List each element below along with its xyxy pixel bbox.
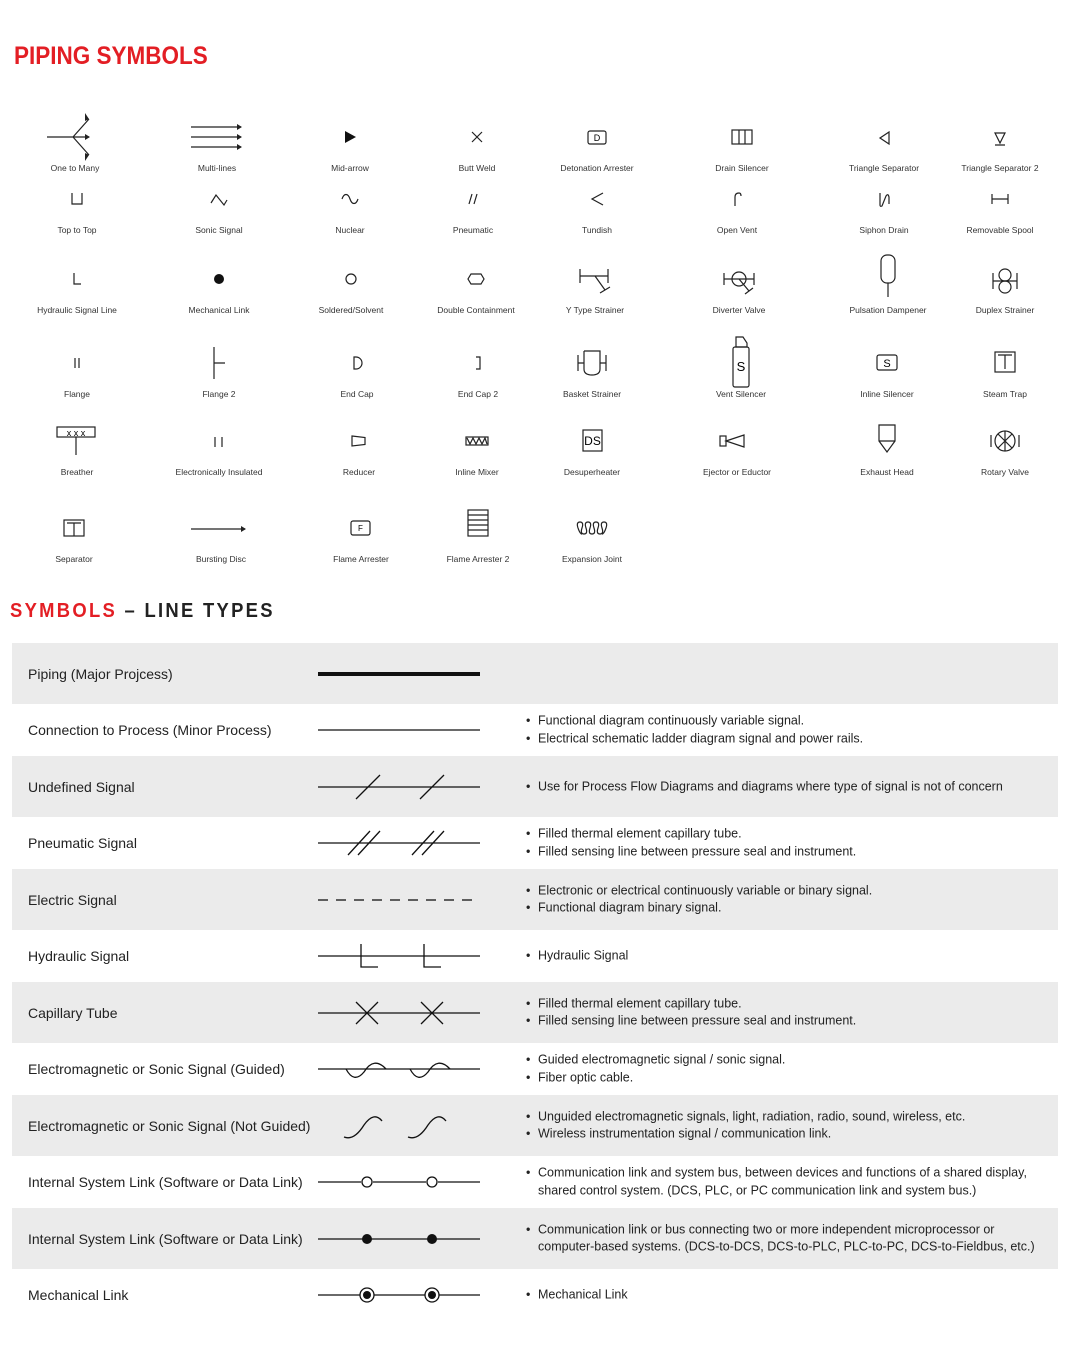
mid-arrow-icon: [320, 107, 380, 167]
svg-text:x x x: x x x: [66, 428, 86, 438]
line-type-row: [12, 817, 1058, 869]
removable-spool-icon: [970, 169, 1030, 229]
line-type-description: [526, 713, 1046, 748]
symbol-label: Y Type Strainer: [565, 305, 625, 315]
symbol-label: Soldered/Solvent: [318, 305, 384, 315]
description-item: • Filled thermal element capillary tube.: [526, 826, 1046, 844]
detonation-arrester-icon: [567, 107, 627, 167]
section-title-line-types: [10, 600, 275, 623]
symbol-label: Flame Arrester: [333, 554, 389, 564]
line-type-description: [526, 1052, 1046, 1087]
symbol-rotary-valve: [935, 411, 1075, 481]
line-type-row: [12, 643, 1058, 704]
electronically-insulated-icon: [189, 411, 249, 471]
symbol-label: Diverter Valve: [712, 305, 766, 315]
flame-arrester-2-icon: [448, 498, 508, 558]
triangle-separator-icon: [854, 107, 914, 167]
symbol-label: Hydraulic Signal Line: [37, 305, 117, 315]
symbol-label: Removable Spool: [966, 225, 1034, 235]
symbol-label: Rotary Valve: [980, 467, 1030, 477]
symbol-label: Tundish: [582, 225, 612, 235]
line-type-description: [526, 1108, 1046, 1143]
duplex-strainer-icon: [975, 249, 1035, 309]
rotary-valve-icon: [975, 411, 1035, 471]
line-type-row: [12, 1043, 1058, 1095]
description-item: • Filled sensing line between pressure seal and instrument.: [526, 843, 1046, 861]
breather-icon: [47, 411, 107, 471]
symbol-label: Triangle Separator: [848, 163, 920, 173]
svg-text:D: D: [593, 133, 601, 143]
double-containment-icon: [446, 249, 506, 309]
mechanical-link-icon: [189, 249, 249, 309]
symbol-label: Flange: [64, 389, 90, 399]
symbol-label: Inline Mixer: [455, 467, 499, 477]
symbol-label: Bursting Disc: [195, 554, 247, 564]
symbol-label: Separator: [55, 554, 93, 564]
symbol-desuperheater: [522, 411, 662, 481]
line-type-name: Pneumatic Signal: [28, 835, 137, 851]
desuperheater-icon: [562, 411, 622, 471]
end-cap-icon: [327, 333, 387, 393]
description-item: • Filled thermal element capillary tube.: [526, 995, 1046, 1013]
symbol-label: Sonic Signal: [195, 225, 243, 235]
symbol-removable-spool: [930, 169, 1070, 239]
symbol-label: Ejector or Eductor: [702, 467, 772, 477]
symbol-detonation-arrester: [527, 107, 667, 177]
line-type-name: Internal System Link (Software or Data Link): [28, 1174, 303, 1190]
y-type-strainer-icon: [565, 249, 625, 309]
symbol-label: Expansion Joint: [561, 554, 622, 564]
reducer-icon: [329, 411, 389, 471]
symbol-label: Inline Silencer: [860, 389, 914, 399]
open-vent-icon: [707, 169, 767, 229]
line-type-description: [526, 826, 1046, 861]
exhaust-head-icon: [857, 411, 917, 471]
symbol-label: Desuperheater: [563, 467, 621, 477]
section-title-rest: – LINE TYPES: [117, 600, 275, 622]
symbol-label: Flame Arrester 2: [446, 554, 510, 564]
symbol-label: Basket Strainer: [562, 389, 622, 399]
separator-icon: [44, 498, 104, 558]
symbol-end-cap: [287, 333, 427, 403]
symbol-expansion-joint: [522, 498, 662, 568]
bursting-disc-icon: [191, 498, 251, 558]
description-item: • Functional diagram binary signal.: [526, 900, 1046, 918]
steam-trap-icon: [975, 333, 1035, 393]
symbol-y-type-strainer: [525, 249, 665, 319]
soldered-solvent-icon: [321, 249, 381, 309]
siphon-drain-icon: [854, 169, 914, 229]
description-item: • Communication link or bus connecting two or more independent microprocessor or computer-based systems. (DCS-to-DCS, DCS-to-PLC, PLC-to-PC, DCS-to-Fieldbus, etc.): [526, 1221, 1046, 1256]
diverter-valve-icon: [709, 249, 769, 309]
line-sample-bullseye: [318, 1280, 488, 1310]
symbol-multi-lines: [147, 107, 287, 177]
description-item: • Electrical schematic ladder diagram signal and power rails.: [526, 730, 1046, 748]
symbol-separator: [4, 498, 144, 568]
line-type-description: [526, 947, 1046, 965]
description-item: • Unguided electromagnetic signals, light, radiation, radio, sound, wireless, etc.: [526, 1108, 1046, 1126]
symbol-label: Pneumatic: [452, 225, 494, 235]
symbol-label: Electronically Insulated: [175, 467, 263, 477]
line-type-row: [12, 982, 1058, 1043]
symbol-tundish: [527, 169, 667, 239]
tundish-icon: [567, 169, 627, 229]
description-item: • Use for Process Flow Diagrams and diagrams where type of signal is not of concern: [526, 778, 1046, 796]
symbol-label: Multi-lines: [197, 163, 237, 173]
symbol-label: Vent Silencer: [715, 389, 767, 399]
line-type-name: Piping (Major Projcess): [28, 665, 173, 682]
section-title-red: SYMBOLS: [10, 600, 118, 622]
symbol-label: End Cap 2: [457, 389, 499, 399]
line-sample-wave-guided: [318, 1054, 488, 1084]
line-sample-thick: [318, 659, 488, 689]
symbol-label: Mechanical Link: [188, 305, 250, 315]
symbol-ejector-eductor: [667, 411, 807, 481]
symbol-label: Detonation Arrester: [560, 163, 634, 173]
line-type-row: [12, 704, 1058, 756]
line-type-description: [526, 882, 1046, 917]
line-type-name: Mechanical Link: [28, 1287, 129, 1303]
line-type-name: Electromagnetic or Sonic Signal (Guided): [28, 1061, 285, 1077]
line-type-description: [526, 995, 1046, 1030]
symbol-triangle-separator-2: [930, 107, 1070, 177]
line-sample-single-slash: [318, 772, 488, 802]
symbol-drain-silencer: [672, 107, 812, 177]
line-type-name: Electric Signal: [28, 891, 117, 908]
symbol-electronically-insulated: [149, 411, 289, 481]
symbol-label: Breather: [60, 467, 94, 477]
description-item: • Hydraulic Signal: [526, 947, 1046, 965]
line-sample-cross: [318, 998, 488, 1028]
svg-text:S: S: [736, 359, 746, 374]
top-to-top-icon: [47, 169, 107, 229]
line-type-name: Undefined Signal: [28, 778, 135, 795]
line-type-name: Hydraulic Signal: [28, 948, 130, 964]
symbol-open-vent: [667, 169, 807, 239]
multi-lines-icon: [187, 107, 247, 167]
line-sample-open-circles: [318, 1167, 488, 1197]
symbol-one-to-many: [5, 107, 145, 177]
line-type-row: [12, 1269, 1058, 1321]
line-type-name: Connection to Process (Minor Process): [28, 722, 272, 738]
description-item: • Wireless instrumentation signal / communication link.: [526, 1126, 1046, 1144]
line-sample-filled-circles: [318, 1224, 488, 1254]
symbol-label: Exhaust Head: [860, 467, 914, 477]
page-title: PIPING SYMBOLS: [14, 42, 208, 70]
symbol-label: Drain Silencer: [715, 163, 769, 173]
line-type-description: [526, 778, 1046, 796]
sonic-signal-icon: [189, 169, 249, 229]
ejector-eductor-icon: [707, 411, 767, 471]
symbol-nuclear: [280, 169, 420, 239]
description-item: • Filled sensing line between pressure seal and instrument.: [526, 1013, 1046, 1031]
svg-text:S: S: [883, 358, 891, 370]
nuclear-icon: [320, 169, 380, 229]
symbol-label: One to Many: [50, 163, 100, 173]
inline-silencer-icon: [857, 333, 917, 393]
description-item: • Electronic or electrical continuously variable or binary signal.: [526, 882, 1046, 900]
symbol-label: Flange 2: [202, 389, 236, 399]
symbol-pneumatic: [403, 169, 543, 239]
symbol-vent-silencer: [671, 333, 811, 403]
symbol-top-to-top: [7, 169, 147, 239]
flame-arrester-icon: [331, 498, 391, 558]
symbol-mechanical-link: [149, 249, 289, 319]
line-type-row: [12, 930, 1058, 982]
description-item: • Mechanical Link: [526, 1286, 1046, 1304]
hydraulic-signal-line-icon: [47, 249, 107, 309]
line-type-description: [526, 1165, 1046, 1200]
symbol-flange-2: [149, 333, 289, 403]
symbol-label: Butt Weld: [458, 163, 496, 173]
symbol-soldered-solvent: [281, 249, 421, 319]
symbol-label: Double Containment: [437, 305, 515, 315]
description-item: • Guided electromagnetic signal / sonic signal.: [526, 1052, 1046, 1070]
drain-silencer-icon: [712, 107, 772, 167]
line-type-row: [12, 869, 1058, 930]
line-type-row: [12, 1156, 1058, 1208]
symbol-label: Nuclear: [335, 225, 365, 235]
symbol-label: Reducer: [342, 467, 376, 477]
symbol-bursting-disc: [151, 498, 291, 568]
description-item: • Functional diagram continuously variable signal.: [526, 713, 1046, 731]
symbol-steam-trap: [935, 333, 1075, 403]
symbol-label: End Cap: [340, 389, 374, 399]
symbol-butt-weld: [407, 107, 547, 177]
svg-text:F: F: [358, 524, 363, 533]
line-types-table: [12, 643, 1058, 1321]
line-sample-double-slash: [318, 828, 488, 858]
vent-silencer-icon: [711, 333, 771, 393]
flange-icon: [47, 333, 107, 393]
pulsation-dampener-icon: [858, 249, 918, 309]
line-type-name: Internal System Link (Software or Data Link): [28, 1230, 303, 1247]
line-sample-wave: [318, 1111, 488, 1141]
symbol-label: Top to Top: [57, 225, 97, 235]
symbol-flange: [7, 333, 147, 403]
butt-weld-icon: [447, 107, 507, 167]
symbol-hydraulic-signal-line: [7, 249, 147, 319]
line-type-row: [12, 756, 1058, 817]
one-to-many-icon: [45, 107, 105, 167]
symbol-label: Steam Trap: [983, 389, 1027, 399]
symbol-breather: [7, 411, 147, 481]
line-type-name: Electromagnetic or Sonic Signal (Not Guided): [28, 1117, 311, 1134]
line-sample-dashed: [318, 885, 488, 915]
line-type-row: [12, 1095, 1058, 1156]
line-type-row: [12, 1208, 1058, 1269]
symbol-label: Open Vent: [716, 225, 758, 235]
line-type-description: [526, 1286, 1046, 1304]
description-item: • Fiber optic cable.: [526, 1069, 1046, 1087]
flange-2-icon: [189, 333, 249, 393]
symbol-mid-arrow: [280, 107, 420, 177]
symbol-label: Duplex Strainer: [975, 305, 1035, 315]
symbol-label: Mid-arrow: [331, 163, 369, 173]
symbol-label: Triangle Separator 2: [961, 163, 1039, 173]
svg-text:DS: DS: [584, 434, 601, 448]
end-cap-2-icon: [448, 333, 508, 393]
triangle-separator-2-icon: [970, 107, 1030, 167]
line-type-name: Capillary Tube: [28, 1004, 118, 1021]
symbol-basket-strainer: [522, 333, 662, 403]
line-type-description: [526, 1221, 1046, 1256]
pneumatic-icon: [443, 169, 503, 229]
basket-strainer-icon: [562, 333, 622, 393]
inline-mixer-icon: [447, 411, 507, 471]
symbol-duplex-strainer: [935, 249, 1075, 319]
expansion-joint-icon: [562, 498, 622, 558]
symbol-label: Siphon Drain: [859, 225, 909, 235]
symbol-label: Pulsation Dampener: [849, 305, 927, 315]
symbol-sonic-signal: [149, 169, 289, 239]
line-sample-thin: [318, 715, 488, 745]
description-item: • Communication link and system bus, between devices and functions of a shared display, shared control system. (DCS, PLC, or PC communication link and system bus.): [526, 1165, 1046, 1200]
symbol-diverter-valve: [669, 249, 809, 319]
line-sample-hydraulic: [318, 941, 488, 971]
